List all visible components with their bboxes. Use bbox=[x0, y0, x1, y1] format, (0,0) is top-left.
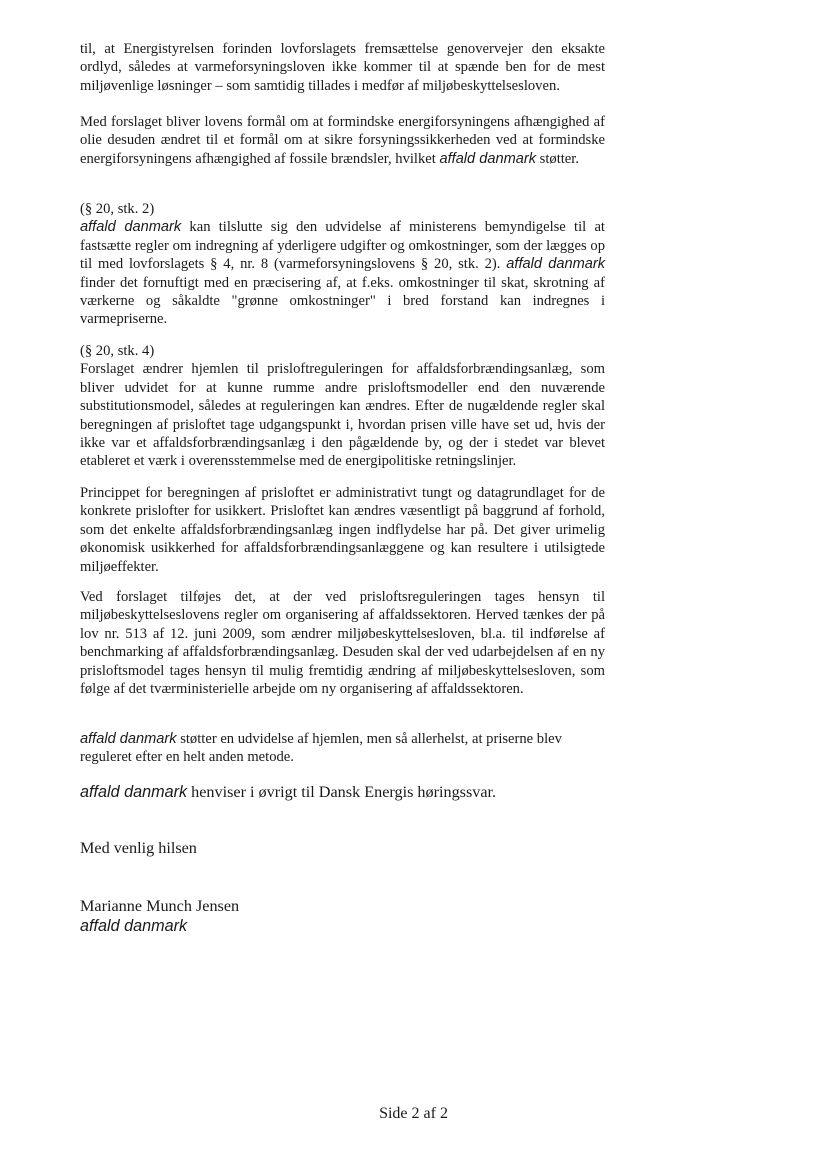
page-number: Side 2 af 2 bbox=[379, 1105, 448, 1122]
brand-name: affald danmark bbox=[80, 731, 177, 747]
signature-org: affald danmark bbox=[80, 917, 188, 935]
signature-block bbox=[80, 896, 605, 936]
closing-greeting: Med venlig hilsen bbox=[80, 839, 197, 857]
brand-name: affald danmark bbox=[80, 219, 182, 236]
section-heading: (§ 20, stk. 2) bbox=[80, 201, 155, 217]
paragraph-intro-text: til, at Energistyrelsen forinden lovforslagets fremsættelse genovervejer den eksakte ordlyd, således at varmeforsyningsloven ikke kommer til at spænde ben for de mest miljøvenlige løsninger – som samtidig tillades i medfør af miljøbeskyttelsesloven. bbox=[80, 41, 605, 94]
paragraph-reference: affald danmark henviser i øvrigt til Dansk Energis høringssvar. bbox=[80, 783, 497, 801]
signature-name: Marianne Munch Jensen bbox=[80, 897, 240, 915]
brand-name: affald danmark bbox=[439, 150, 537, 167]
paragraph-proposal: Ved forslaget tilføjes det, at der ved prisloftsreguleringen tages hensyn til miljøbeskyttelseslovens regler om organisering af affaldssektoren. Herved tænkes der på lov nr. 513 af 12. juni 2009, som ændrer miljøbeskyttelsesloven, bl.a. til indførelse af benchmarking af affaldsforbrændingsanlæg. Desuden skal der ved udarbejdelsen af en ny prisloftsmodel tages hensyn til mulig fremtidig ændring af miljøbeskyttelsesloven, som følge af det tværministerielle arbejde om ny organisering af affaldssektoren. bbox=[80, 589, 605, 698]
brand-name: affald danmark bbox=[506, 256, 605, 273]
section-20-stk-4: (§ 20, stk. 4) Forslaget ændrer hjemlen til prisloftreguleringen for affaldsforbrændingsanlæg, som bliver udvidet for at kunne rumme andre prisloftsmodeller end den nuværende substitutionsmodel, således at reguleringen kan ændres. Efter de nugældende regler skal beregningen af prisloftet tage udgangspunkt i, hvordan prisen ville have set ud, hvis der ikke var et affaldsforbrændingsanlæg i den pågældende by, og der i stedet var blevet etableret et værk i overensstemmelse med de energipolitiske retningslinjer. bbox=[80, 343, 605, 470]
paragraph-support: affald danmark støtter en udvidelse af hjemlen, men så allerhelst, at priserne blev reguleret efter en helt anden metode. bbox=[80, 731, 562, 766]
section-20-stk-2: (§ 20, stk. 2) affald danmark kan tilslutte sig den udvidelse af ministerens bemyndigelse til at fastsætte regler om indregning af yderligere udgifter og omkostninger, som der lægges op til med lovforslagets § 4, nr. 8 (varmeforsyningslovens § 20, stk. 2). affald danmark finder det fornuftigt med en præcisering af, at f.eks. omkostninger til skat, skrotning af værkerne og såkaldte "grønne omkostninger" i bred forstand kan indregnes i varmepriserne. bbox=[80, 201, 605, 328]
brand-name: affald danmark bbox=[80, 783, 188, 801]
section-heading: (§ 20, stk. 4) bbox=[80, 343, 155, 359]
paragraph-purpose: Med forslaget bliver lovens formål om at formindske energiforsyningens afhængighed af olie desuden ændret til et formål om at sikre forsyningssikkerheden ved at formindske energiforsyningens afhængighed af fossile brændsler, hvilket affald danmark støtter. bbox=[80, 114, 605, 167]
paragraph-principle: Princippet for beregningen af prisloftet er administrativt tungt og datagrundlaget for de konkrete prislofter for usikkert. Prisloftet kan ændres væsentligt på baggrund af forhold, som det enkelte affaldsforbrændingsanlæg ingen indflydelse har på. Det giver urimelig økonomisk usikkerhed for affaldsforbrændingsanlæggene og kan resultere i utilsigtede miljøeffekter. bbox=[80, 485, 605, 575]
paragraph-intro bbox=[80, 40, 605, 95]
